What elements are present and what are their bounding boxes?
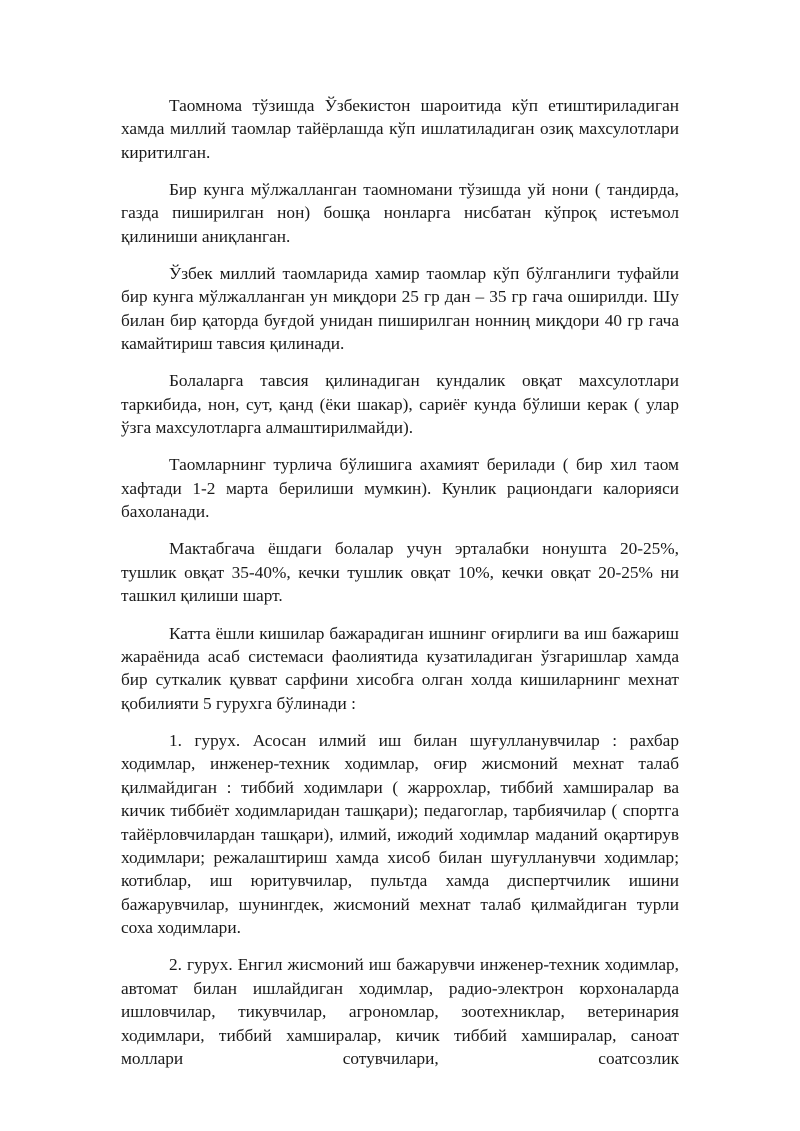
- document-body: [121, 94, 679, 1084]
- paragraph-children-products: Болаларга тавсия қилинадиган кундалик овқат махсулотлари таркибида, нон, сут, қанд (ёки шакар), сариёғ кунда бўлиши керак ( улар ўзга махсулотларга алмаштирилмайди).: [121, 371, 679, 438]
- paragraph-flour-amount: Ўзбек миллий таомларида хамир таомлар кўп бўлганлиги туфайли бир кунга мўлжалланган ун миқдори 25 гр дан – 35 гр гача оширилди. Шу билан бир қаторда буғдой унидан пиширилган нонниң миқдори 40 гр гача камайтириш тавсия қилинади.: [121, 264, 679, 354]
- paragraph-meal-variety: Таомларнинг турлича бўлишига ахамият берилади ( бир хил таом хафтади 1-2 марта берилиши мумкин). Кунлик рациондаги калорияси бахоланади.: [121, 455, 679, 522]
- paragraph-preschool-meals: Мактабгача ёшдаги болалар учун эрталабки нонушта 20-25%, тушлик овқат 35-40%, кечки тушлик овқат 10%, кечки овқат 20-25% ни ташкил қилиши шарт.: [121, 539, 679, 606]
- paragraph-bread-consumption: Бир кунга мўлжалланган таомномани тўзишда уй нони ( тандирда, газда пиширилган нон) бошқа нонларга нисбатан кўпроқ истеъмол қилиниши аниқланган.: [121, 180, 679, 246]
- paragraph-group-2: 2. гурух. Енгил жисмоний иш бажарувчи инженер-техник ходимлар, автомат билан ишлайдиган ходимлар, радио-электрон корхоналарда ишловчилар, тикувчилар, агрономлар, зоотехниклар, ветеринария ходимлари, тиббий хамширалар, кичик тиббий хамширалар, саноат моллари сотувчилари, соатсозлик: [121, 955, 679, 1068]
- paragraph-group-1: 1. гурух. Асосан илмий иш билан шуғулланувчилар : рахбар ходимлар, инженер-техник ходимлар, оғир жисмоний мехнат талаб қилмайдиган : тиббий ходимлари ( жаррохлар, тиббий хамширалар ва кичик тиббиёт ходимларидан ташқари); педагоглар, тарбиячилар ( спортга тайёрловчилардан ташқари), илмий, ижодий ходимлар маданий оқартирув ходимлари; режалаштириш хамда хисоб билан шуғулланувчи ходимлар; котиблар, иш юритувчилар, пультда хамда диспертчилик ишини бажарувчилар, шунингдек, жисмоний мехнат талаб қилмайдиган турли соха ходимлари.: [121, 730, 679, 938]
- paragraph-work-groups-intro: Катта ёшли кишилар бажарадиган ишнинг оғирлиги ва иш бажариш жараёнида асаб системаси фаолиятида кузатиладиган ўзгаришлар хамда бир суткалик қувват сарфини хисобга олган холда кишиларнинг мехнат қобилияти 5 гурухга бўлинади :: [121, 623, 679, 713]
- paragraph-menu-composition: Таомнома тўзишда Ўзбекистон шароитида кўп етиштириладиган хамда миллий таомлар тайёрлашда кўп ишлатиладиган озиқ махсулотлари киритилган.: [121, 96, 679, 162]
